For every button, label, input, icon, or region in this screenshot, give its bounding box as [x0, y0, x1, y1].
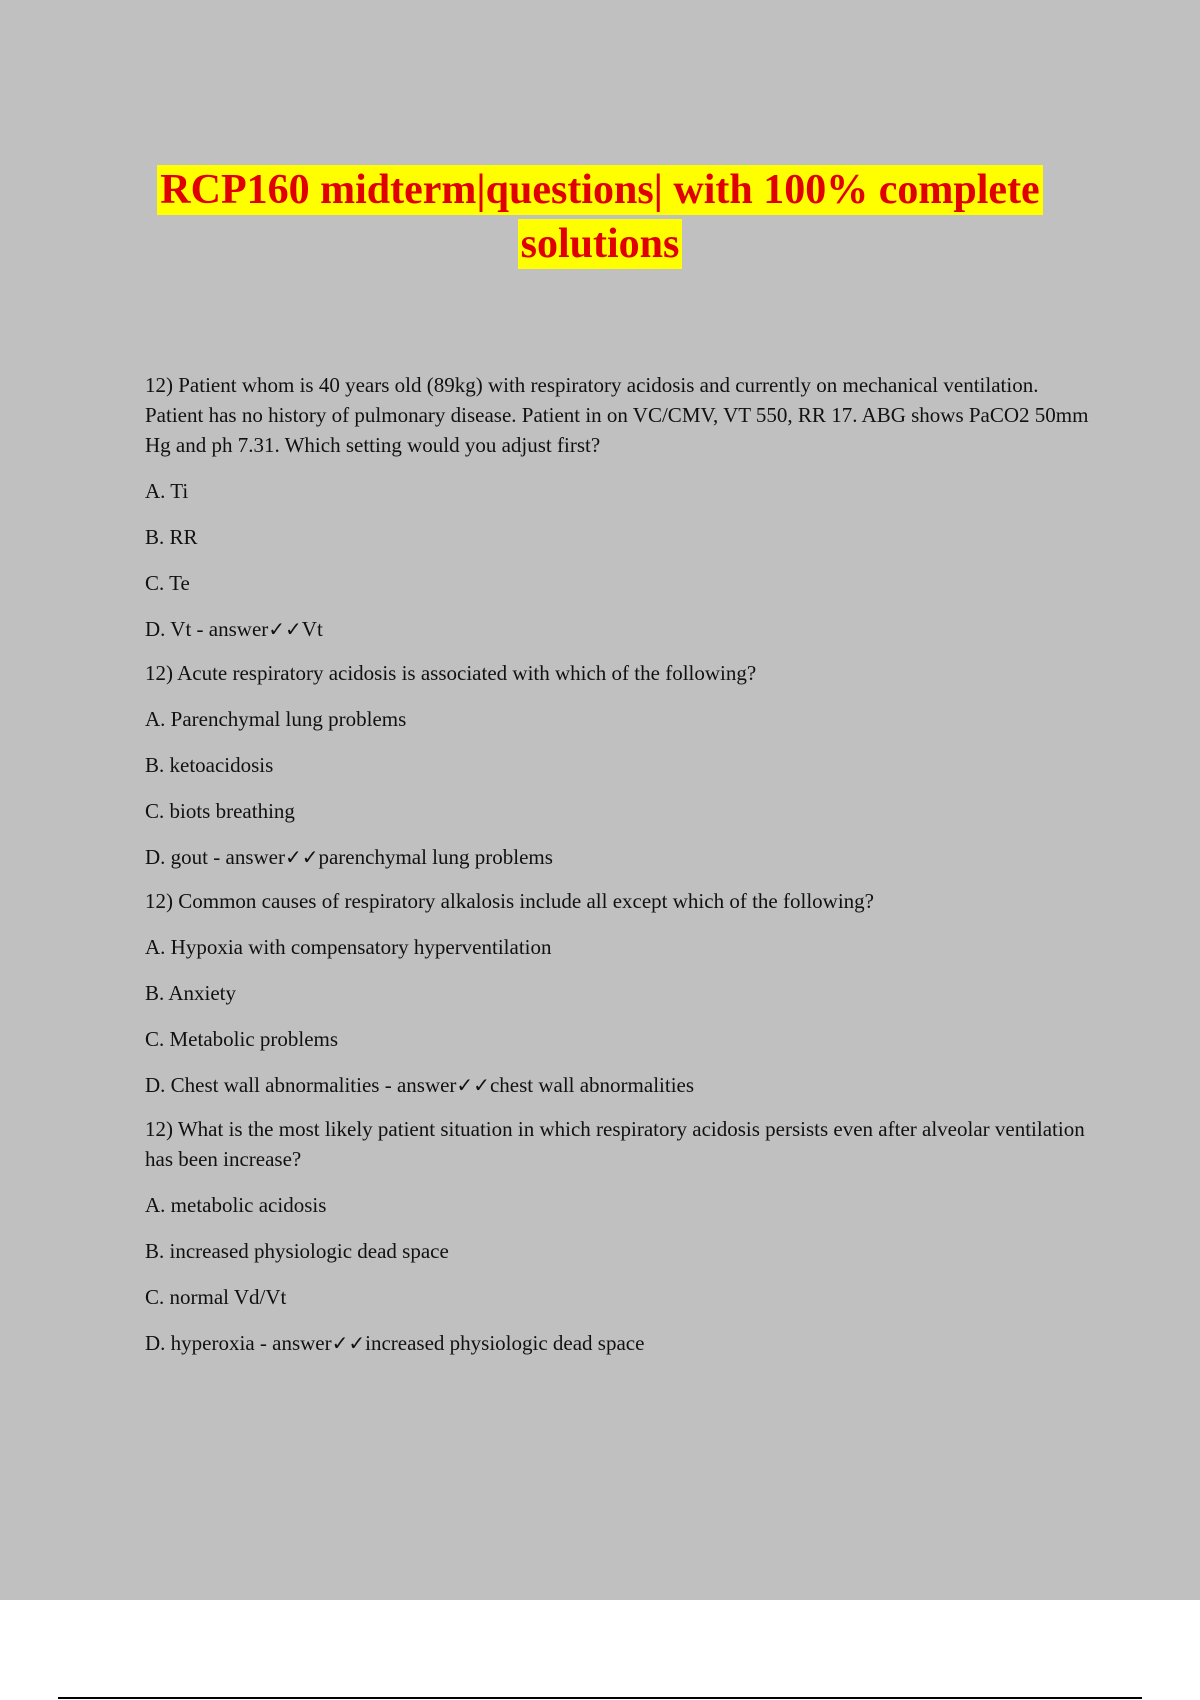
option-d-text: D. Vt - answer	[145, 617, 269, 641]
option-a: A. Ti	[145, 479, 189, 503]
option-a: A. Parenchymal lung problems	[145, 707, 407, 731]
question-list	[145, 370, 1095, 1372]
answer-text: parenchymal lung problems	[318, 845, 553, 869]
option-d-with-answer	[145, 1328, 1095, 1358]
option-b: B. increased physiologic dead space	[145, 1239, 449, 1263]
option-b: B. RR	[145, 525, 198, 549]
question-prompt: 12) Common causes of respiratory alkalosis include all except which of the following?	[145, 889, 874, 913]
title-line-2: solutions	[518, 219, 683, 269]
question-prompt: 12) Acute respiratory acidosis is associated with which of the following?	[145, 661, 757, 685]
answer-text: Vt	[301, 617, 323, 641]
question-block	[145, 1114, 1095, 1358]
question-block	[145, 370, 1095, 644]
option-c: C. Te	[145, 571, 190, 595]
check-mark-icon: ✓✓	[284, 845, 319, 869]
document-title	[0, 165, 1200, 269]
option-a: A. Hypoxia with compensatory hyperventilation	[145, 935, 552, 959]
page-divider	[58, 1697, 1142, 1699]
question-prompt: 12) What is the most likely patient situation in which respiratory acidosis persists even after alveolar ventilation has been increase?	[145, 1117, 1085, 1171]
title-line-1: RCP160 midterm|questions| with 100% complete	[157, 165, 1042, 215]
option-c: C. normal Vd/Vt	[145, 1285, 287, 1309]
check-mark-icon: ✓✓	[331, 1331, 366, 1355]
option-d-with-answer	[145, 614, 1095, 644]
answer-text: chest wall abnormalities	[489, 1073, 695, 1097]
question-block	[145, 886, 1095, 1100]
answer-text: increased physiologic dead space	[365, 1331, 645, 1355]
option-c: C. biots breathing	[145, 799, 295, 823]
option-d-text: D. gout - answer	[145, 845, 285, 869]
question-prompt: 12) Patient whom is 40 years old (89kg) with respiratory acidosis and currently on mechanical ventilation. Patient has no history of pulmonary disease. Patient in on VC/CMV, VT 550, RR 17. ABG shows PaCO2 50mm Hg and ph 7.31. Which setting would you adjust first?	[145, 373, 1089, 457]
option-a: A. metabolic acidosis	[145, 1193, 327, 1217]
option-b: B. ketoacidosis	[145, 753, 274, 777]
option-d-text: D. hyperoxia - answer	[145, 1331, 332, 1355]
check-mark-icon: ✓✓	[456, 1073, 490, 1097]
question-block	[145, 658, 1095, 872]
check-mark-icon: ✓✓	[268, 617, 302, 641]
option-d-text: D. Chest wall abnormalities - answer	[145, 1073, 457, 1097]
option-c: C. Metabolic problems	[145, 1027, 339, 1051]
option-b: B. Anxiety	[145, 981, 237, 1005]
option-d-with-answer	[145, 842, 1095, 872]
option-d-with-answer	[145, 1070, 1095, 1100]
